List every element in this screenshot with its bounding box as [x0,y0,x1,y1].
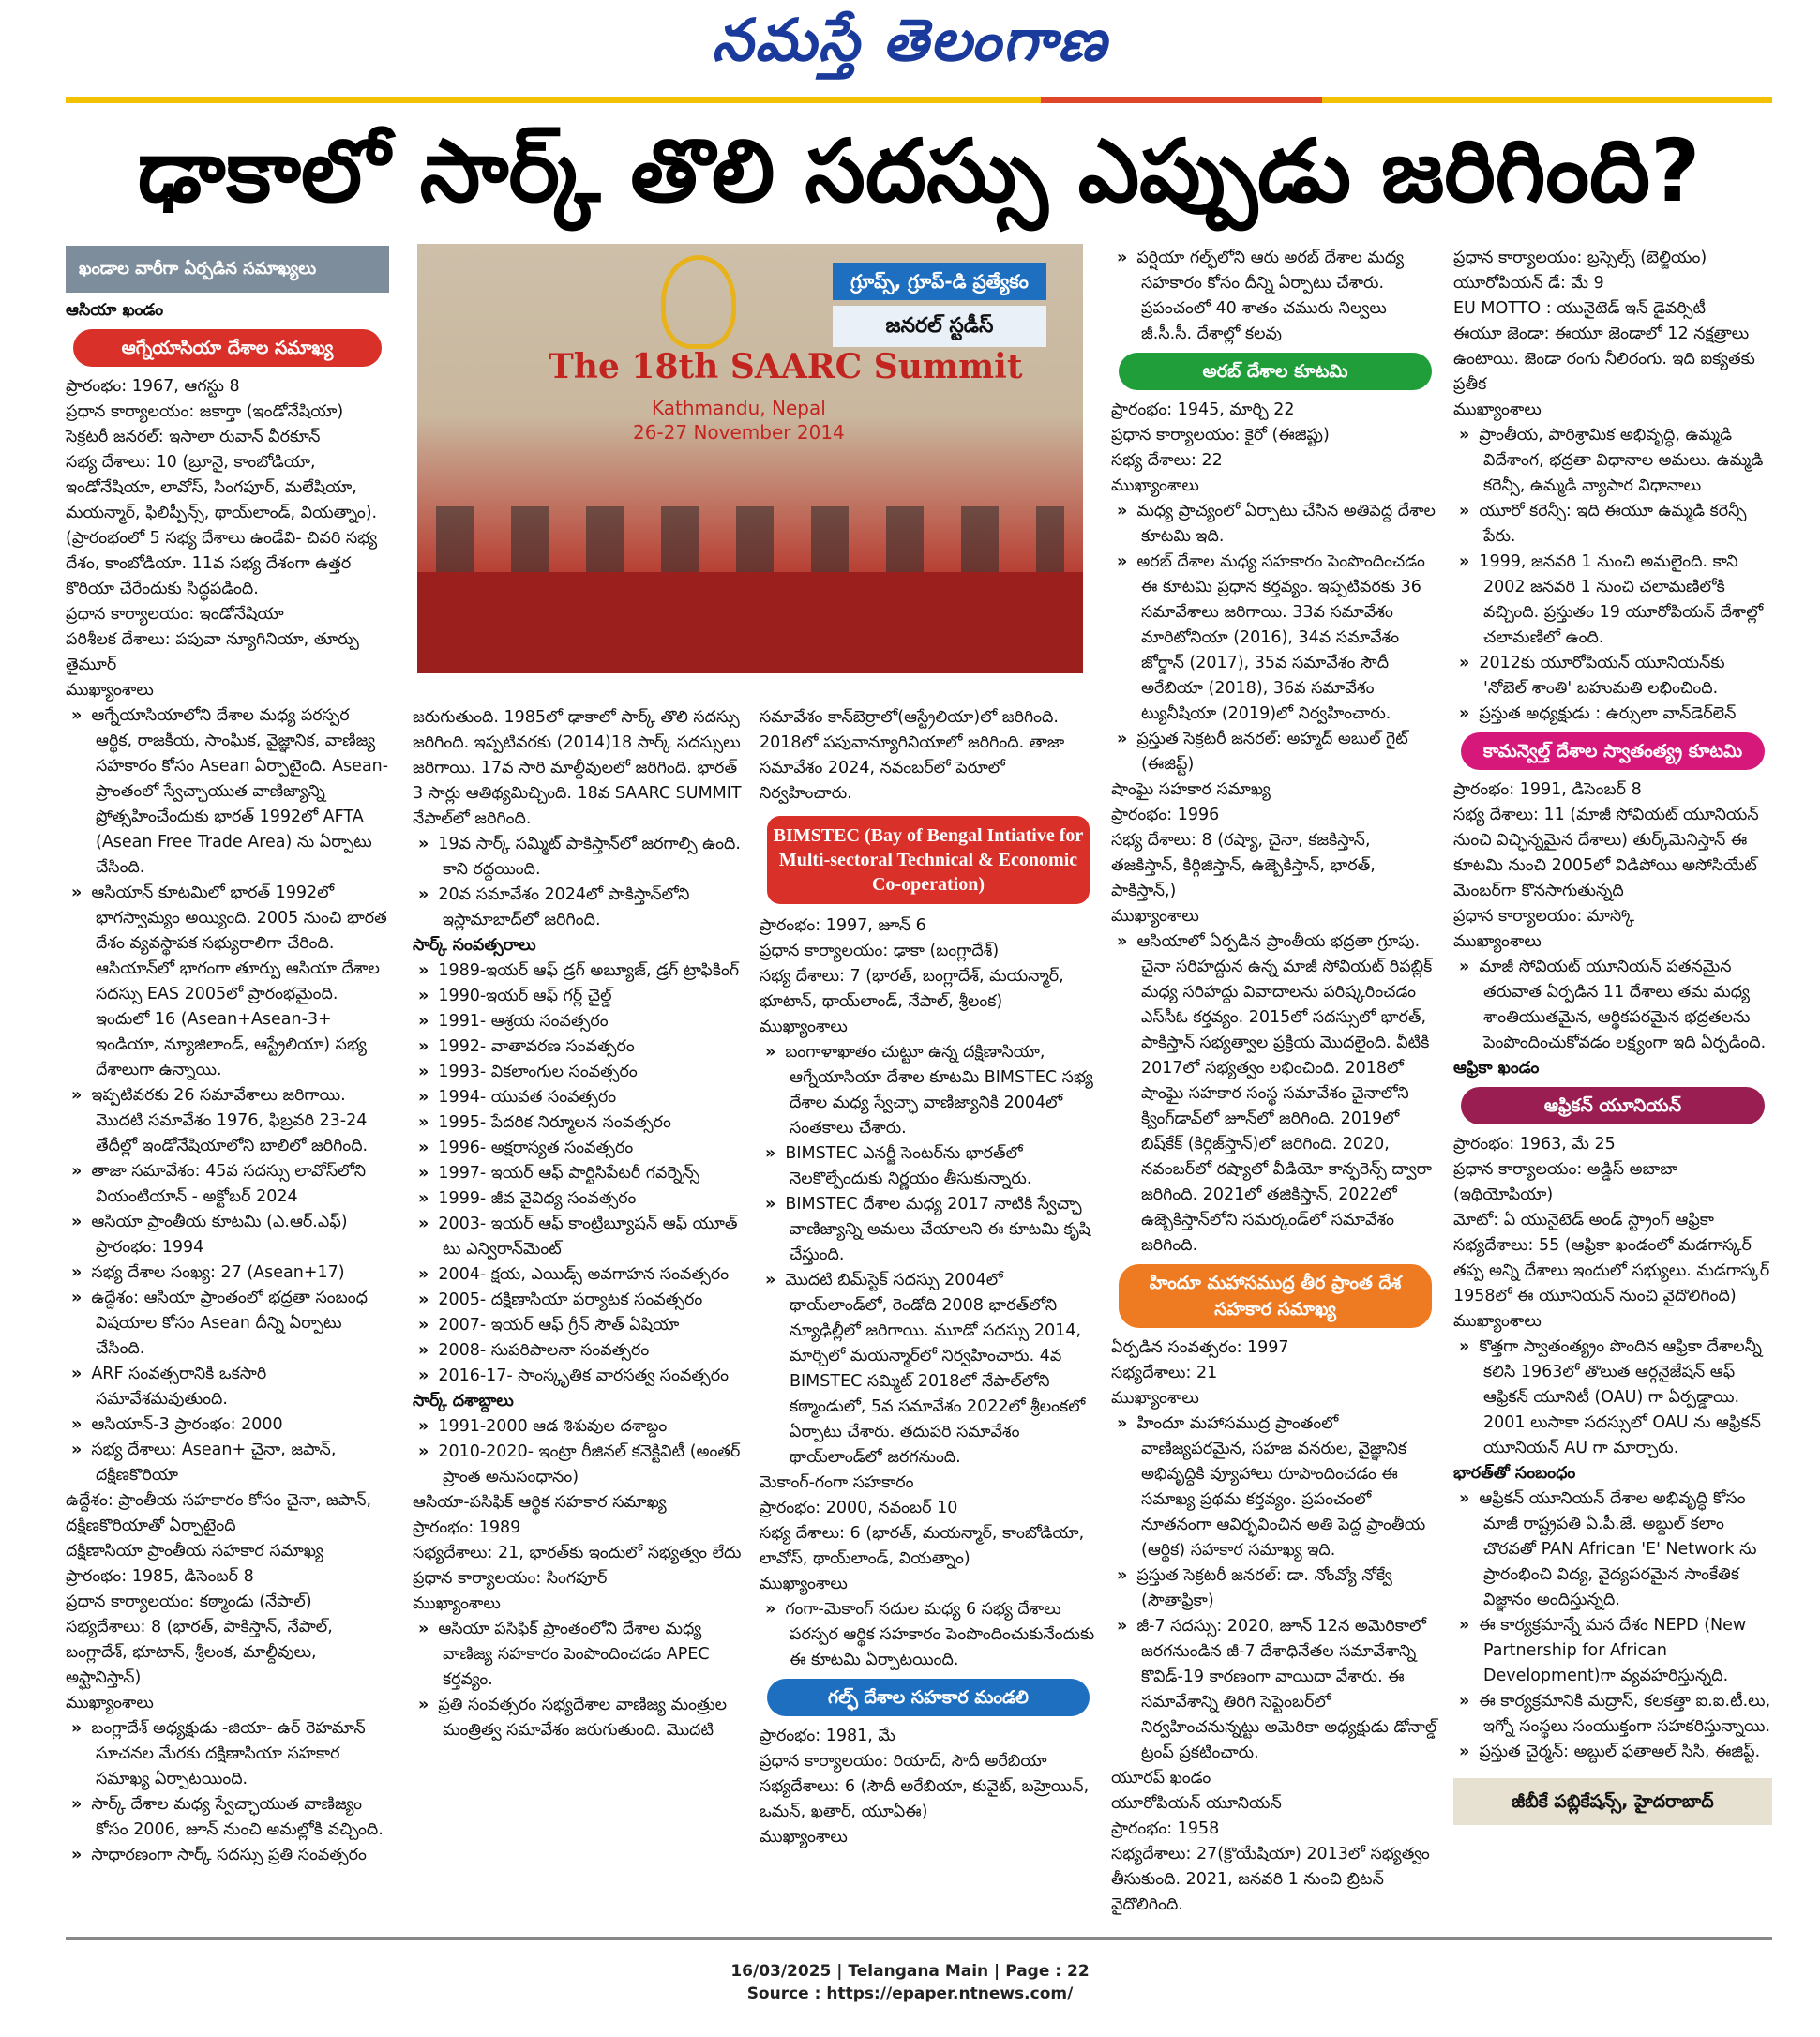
saarc-intro: జరుగుతుంది. 1985లో ఢాకాలో సార్క్‌ తొలి సదస్సు జరిగింది. ఇప్పటివరకు (2014)18 సార్క్‌ సదస్సులు జరిగాయి. 17వ సారి మాల్దీవులలో జరిగింది. భారత్‌ 3 సార్లు ఆతిథ్యమిచ్చింది. 18వ SAARC SUMMIT నేపాల్‌లో జరిగింది. [413,708,742,828]
info-line: ముఖ్యాంశాలు [1111,476,1199,495]
info-line: ముఖ్యాంశాలు [1111,1389,1199,1408]
bullet-item: » జీ-7 సదస్సు: 2020, జూన్‌ 12న అమెరికాలో జరగనుండిన జీ-7 దేశాధినేతల సమావేశాన్ని కొవిడ్‌-19 కారణంగా వాయిదా వేశారు. ఈ సమావేశాన్ని తిరిగి సెప్టెంబర్‌లో నిర్వహించనున్నట్టు అమెరికా అధ్యక్షుడు డోనాల్డ్‌ ట్రంప్‌ ప్రకటించారు. [1111,1614,1439,1766]
info-line: ఏర్పడిన సంవత్సరం: 1997 [1111,1338,1289,1357]
bullet-item: » 20వ సమావేశం 2024లో పాకిస్తాన్‌లోని ఇస్లామాబాద్‌లో జరిగింది. [413,883,750,933]
photo-place: Kathmandu, Nepal [651,397,826,419]
info-line: ప్రారంభం: 1981, మే [760,1727,895,1745]
info-line: EU MOTTO : యునైటెడ్‌ ఇన్‌ డైవర్సిటీ [1453,299,1706,318]
bullet-item: » కొత్తగా స్వాతంత్య్రం పొందిన ఆఫ్రికా దేశాలన్నీ కలిసి 1963లో తొలుత ఆర్గనైజేషన్‌ ఆఫ్‌ ఆఫ్రికన్‌ యూనిటీ (OAU) గా ఏర్పడ్డాయి. 2001 లుసాకా సదస్సులో OAU ను ఆఫ్రికన్‌ యూనియన్‌ AU గా మార్చారు. [1453,1335,1772,1461]
tag-general-studies: జనరల్‌ స్టడీస్‌ [833,306,1046,347]
masthead-title: నమస్తే తెలంగాణ [712,6,1108,74]
bullet-item: » సభ్య దేశాల సంఖ్య: 27 (Asean+17) [66,1260,389,1286]
bullet-item: » గంగా-మెకాంగ్‌ నదుల మధ్య 6 సభ్య దేశాలు పరస్పర ఆర్థిక సహకారం పెంపొందించుకునేందుకు ఈ కూటమి ఏర్పాటయింది. [760,1597,1097,1673]
info-line: ప్రారంభం: 1985, డిసెంబర్‌ 8 [66,1567,254,1586]
photo-caption [633,396,845,445]
info-line: ముఖ్యాంశాలు [1453,932,1542,951]
info-line: ప్రధాన కార్యాలయం: ఢాకా (బంగ్లాదేశ్‌) [760,942,1000,960]
info-line: సభ్య దేశాలు: 22 [1111,451,1223,470]
info-line: ప్రధాన కార్యాలయం: కైరో (ఈజిప్టు) [1111,426,1330,445]
info-line: సెక్రటరీ జనరల్‌: ఇసాలా రువాన్‌ వీరకూన్‌ [66,428,321,446]
bullet-item: » అరబ్‌ దేశాల మధ్య సహకారం పెంపొందించడం ఈ కూటమి ప్రధాన కర్తవ్యం. ఇప్పటివరకు 36 సమావేశాలు జరిగాయి. 33వ సమావేశం మారిటోనియా (2016), 34వ సమావేశం జోర్డాన్‌ (2017), 35వ సమావేశం సౌదీ అరేబియా (2018), 36వ సమావేశం ట్యునీషియా (2019)లో నిర్వహించారు. [1111,550,1439,727]
info-line: యూరోపియన్‌ డే: మే 9 [1453,274,1604,293]
info-line: యూరప్‌ ఖండం [1111,1769,1211,1788]
banner-arab: అరబ్‌ దేశాల కూటమి [1119,353,1432,390]
info-line: ప్రధాన కార్యాలయం: ఇండోనేషియా [66,605,284,624]
bullet-item: » ప్రస్తుత సెక్రటరీ జనరల్‌: అహ్మద్‌ అబుల్‌ గైట్‌ (ఈజిప్ట్‌) [1111,727,1439,777]
saarc-year-item: » 1994- యువత సంవత్సరం [413,1085,750,1110]
bullet-item: » బంగ్లాదేశ్‌ అధ్యక్షుడు -జియా- ఉర్‌ రెహమాన్‌ సూచనల మేరకు దక్షిణాసియా సహకార సమాఖ్య ఏర్పాటయింది. [66,1716,389,1792]
info-line: ప్రారంభం: 1996 [1111,806,1220,824]
info-line: సభ్య దేశాలు: 11 (మాజీ సోవియట్‌ యూనియన్‌ నుంచి విచ్ఛిన్నమైన దేశాలు) తుర్క్‌మెనిస్తాన్‌ ఈ కూటమి నుంచి 2005లో విడిపోయి అసోసియేట్‌ మెంబర్‌గా కొనసాగుతున్నది [1453,806,1759,900]
info-line: ఉద్దేశం: ప్రాంతీయ సహకారం కోసం చైనా, జపాన్‌, దక్షిణకొరియాతో ఏర్పాటైంది [66,1491,372,1535]
info-line: సభ్యదేశాలు: 8 (భారత్‌, పాకిస్తాన్‌, నేపాల్‌, బంగ్లాదేశ్‌, భూటాన్‌, శ్రీలంక, మాల్దీవులు, అఫ్ఘానిస్తాన్‌) [66,1618,333,1687]
info-line: ముఖ్యాంశాలు [760,1018,848,1036]
bullet-item: » ఆసియా ప్రాంతీయ కూటమి (ఎ.ఆర్‌.ఎఫ్‌) ప్రారంభం: 1994 [66,1210,389,1260]
info-line: ముఖ్యాంశాలు [760,1828,848,1847]
info-line: ముఖ్యాంశాలు [66,1694,154,1713]
bullet-item: » ఆగ్నేయాసియాలోని దేశాల మధ్య పరస్పర ఆర్థిక, రాజకీయ, సాంఘిక, వైజ్ఞానిక, వాణిజ్య సహకారం కోసం Asean ఏర్పాటైంది. Asean- ప్రాంతంలో స్వేచ్ఛాయుత వాణిజ్యాన్ని ప్రోత్సహించేందుకు భారత్‌ 1992లో AFTA (Asean Free Trade Area) ను ఏర్పాటు చేసింది. [66,703,389,881]
publisher-credit: జీబీకే పబ్లికేషన్స్‌, హైదరాబాద్‌ [1453,1778,1772,1825]
info-line: ప్రారంభం: 1958 [1111,1819,1220,1838]
info-line: ముఖ్యాంశాలు [413,1594,501,1613]
info-line: యూరోపియన్‌ యూనియన్‌ [1111,1794,1282,1813]
info-line: ప్రధాన కార్యాలయం: సింగపూర్‌ [413,1569,608,1588]
info-line: ముఖ్యాంశాలు [760,1575,848,1593]
india-relation-title: భారత్‌తో సంబంధం [1453,1464,1576,1483]
saarc-year-item: » 1999- జీవ వైవిధ్య సంవత్సరం [413,1186,750,1212]
column-2 [413,705,750,1743]
column-4 [1111,246,1439,1918]
info-line: ప్రారంభం: 1991, డిసెంబర్‌ 8 [1453,780,1642,799]
bullet-item: » సభ్య దేశాలు: Asean+ చైనా, జపాన్‌, దక్షిణకొరియా [66,1438,389,1488]
info-line: ప్రారంభం: 2000, నవంబర్‌ 10 [760,1499,958,1517]
banner-iora: హిందూ మహాసముద్ర తీర ప్రాంత దేశ సహకార సమాఖ్య [1119,1264,1432,1328]
info-line: సభ్యదేశాలు: 27(క్రొయేషియా) 2013లో సభ్యత్వం తీసుకుంది. 2021, జనవరి 1 నుంచి బ్రిటన్‌ వైదొలిగింది. [1111,1845,1430,1914]
bullet-item: » ఈ కార్యక్రమానికి మద్రాస్‌, కలకత్తా ఐ.ఐ.టీ.లు, ఇగ్నో సంస్థలు సంయుక్తంగా సహకరిస్తున్నాయి. [1453,1689,1772,1740]
info-line: సభ్యదేశాలు: 6 (సౌదీ అరేబియా, కువైట్‌, బహ్రెయిన్‌, ఒమన్‌, ఖతార్‌, యూఏఈ) [760,1777,1090,1821]
info-line: పరిశీలక దేశాలు: పపువా న్యూగినియా, తూర్పు తైమూర్‌ [66,630,359,674]
bottom-rule [66,1937,1772,1940]
bullet-item: » ప్రస్తుత అధ్యక్షుడు : ఉర్సులా వాన్‌డెర్‌లెన్‌ [1453,702,1772,727]
saarc-years-title: సార్క్‌ సంవత్సరాలు [413,936,536,955]
bullet-item: » ప్రస్తుత సెక్రటరీ జనరల్‌: డా. నోంవ్యో నోక్వే (సౌతాఫ్రికా) [1111,1563,1439,1614]
footer-date-page: 16/03/2025 | Telangana Main | Page : 22 [730,1962,1090,1981]
bullet-item: » 1999, జనవరి 1 నుంచి అమలైంది. కాని 2002 జనవరి 1 నుంచి చలామణిలోకి వచ్చింది. ప్రస్తుతం 19 యూరోపియన్‌ దేశాల్లో చలామణిలో ఉంది. [1453,550,1772,651]
info-line: మోటో: ఏ యునైటెడ్‌ అండ్‌ స్ట్రాంగ్‌ ఆఫ్రికా [1453,1211,1714,1230]
bullet-item: » బంగాళాఖాతం చుట్టూ ఉన్న దక్షిణాసియా, ఆగ్నేయాసియా దేశాల కూటమి BIMSTEC సభ్య దేశాల మధ్య స్వేచ్ఛా వాణిజ్యానికి 2004లో సంతకాలు చేశారు. [760,1040,1097,1141]
bullet-item: » ఇప్పటివరకు 26 సమావేశాలు జరిగాయి. మొదటి సమావేశం 1976, ఫిబ్రవరి 23-24 తేదీల్లో ఇండోనేషియాలోని బాలిలో జరిగింది. [66,1083,389,1159]
bullet-item: » ఆసియా పసిఫిక్‌ ప్రాంతంలోని దేశాల మధ్య వాణిజ్య సహకారం పెంపొందించడం APEC కర్తవ్యం. [413,1617,750,1693]
headline: ఢాకాలో సార్క్‌ తొలి సదస్సు ఎప్పుడు జరిగింది? [137,121,1701,221]
banner-au: ఆఫ్రికన్‌ యూనియన్‌ [1461,1087,1765,1124]
bullet-item: » ప్రస్తుత చైర్మన్‌: అబ్దుల్‌ ఫతాఅల్‌ సిసి, ఈజిప్ట్‌. [1453,1740,1772,1765]
bullet-item: » ఈ కార్యక్రమాన్నే మన దేశం NEPD (New Partnership for African Development)గా వ్యవహరిస్తున్నది. [1453,1613,1772,1689]
info-line: ప్రధాన కార్యాలయం: రియాద్‌, సౌదీ అరేబియా [760,1752,1047,1771]
bullet-item: » 19వ సార్క్‌ సమ్మిట్‌ పాకిస్తాన్‌లో జరగాల్సి ఉంది. కాని రద్దయింది. [413,832,750,883]
saarc-year-item: » 1990-ఇయర్‌ ఆఫ్‌ గర్ల్‌ చైల్డ్‌ [413,984,750,1009]
bullet-item: » ఆఫ్రికన్‌ యూనియన్‌ దేశాల అభివృద్ధి కోసం మాజీ రాష్ట్రపతి ఏ.పీ.జే. అబ్దుల్‌ కలాం చొరవతో PAN African 'E' Network ను ప్రారంభించి విద్య, వైద్యపరమైన సాంకేతిక విజ్ఞానం అందిస్తున్నది. [1453,1486,1772,1613]
bullet-item: » సార్క్‌ దేశాల మధ్య స్వేచ్ఛాయుత వాణిజ్యం కోసం 2006, జూన్‌ నుంచి అమల్లోకి వచ్చింది. [66,1792,389,1843]
saarc-year-item: » 2007- ఇయర్‌ ఆఫ్‌ గ్రీన్‌ సౌత్‌ ఏషియా [413,1313,750,1338]
saarc-year-item: » 1996- అక్షరాస్యత సంవత్సరం [413,1136,750,1161]
info-line: ఈయూ జెండా: ఈయూ జెండాలో 12 నక్షత్రాలు ఉంటాయి. జెండా రంగు నీలిరంగు. ఇది ఐక్యతకు ప్రతీక [1453,324,1755,394]
photo-date: 26-27 November 2014 [633,421,845,444]
saarc-decade-item: » 1991-2000 ఆడ శిశువుల దశాబ్దం [413,1414,750,1440]
bullet-item: » మాజీ సోవియట్‌ యూనియన్‌ పతనమైన తరువాత ఏర్పడిన 11 దేశాలు తమ మధ్య శాంతియుతమైన, ఆర్థికపరమైన భద్రతలను పెంపొందించుకోవడం లక్ష్యంగా ఇది ఏర్పడింది. [1453,955,1772,1056]
column-3 [760,705,1097,1850]
info-line: ముఖ్యాంశాలు [1111,907,1199,926]
tag-box [833,263,1046,347]
bullet-item: » సాధారణంగా సార్క్‌ సదస్సు ప్రతి సంవత్సరం [66,1843,389,1868]
banner-asean: ఆగ్నేయాసియా దేశాల సమాఖ్య [73,329,382,367]
info-line: ప్రధాన కార్యాలయం: మాస్కో [1453,907,1635,926]
bullet-item: » BIMSTEC దేశాల మధ్య 2017 నాటికి స్వేచ్ఛా వాణిజ్యాన్ని అమలు చేయాలని ఈ కూటమి కృషి చేస్తుంది. [760,1192,1097,1268]
banner-gulf: గల్ఫ్‌ దేశాల సహకార మండలి [767,1679,1090,1716]
saarc-year-item: » 2016-17- సాంస్కృతిక వారసత్వ సంవత్సరం [413,1364,750,1389]
saarc-year-item: » 1993- వికలాంగుల సంవత్సరం [413,1060,750,1085]
photo-title: The 18th SAARC Summit [549,347,1023,386]
saarc-logo [661,255,736,349]
bullet-item: » ఉద్దేశం: ఆసియా ప్రాంతంలో భద్రతా సంబంధ విషయాల కోసం Asean దీన్ని ఏర్పాటు చేసింది. [66,1286,389,1362]
info-line: సభ్యదేశాలు: 55 (ఆఫ్రికా ఖండంలో మడగాస్కర్‌ తప్ప అన్ని దేశాలు ఇందులో సభ్యులు. మడగాస్కర్‌ 1958లో ఈ యూనియన్‌ నుంచి వైదొలిగింది) [1453,1236,1770,1305]
info-line: ముఖ్యాంశాలు [1453,400,1542,419]
section-label: ఖండాల వారీగా ఏర్పడిన సమాఖ్యలు [66,246,389,293]
saarc-year-item: » 1989-ఇయర్‌ ఆఫ్‌ డ్రగ్‌ అబ్యూజ్‌, డ్రగ్‌ ట్రాఫికింగ్‌ [413,958,750,984]
bullet-item: » BIMSTEC ఎనర్జీ సెంటర్‌ను భారత్‌లో నెలకొల్పేందుకు నిర్ణయం తీసుకున్నారు. [760,1141,1097,1192]
africa-label: ఆఫ్రికా ఖండం [1453,1059,1540,1078]
bullet-item: » ఆసియాలో ఏర్పడిన ప్రాంతీయ భద్రతా గ్రూపు. చైనా సరిహద్దున ఉన్న మాజీ సోవియట్‌ రిపబ్లిక్‌ మధ్య సరిహద్దు వివాదాలను పరిష్కరించడం ఎస్‌సీఓ కర్తవ్యం. 2015లో సదస్సులో భారత్‌, పాకిస్తాన్‌ సభ్యత్వాల ప్రక్రియ మొదలైంది. వీటికి 2017లో సభ్యత్వం లభించింది. 2018లో షాంఘై సహకార సంస్థ సమావేశం చైనాలోని క్వింగ్‌డావ్‌లో జూన్‌లో జరిగింది. 2019లో బిష్‌కేక్‌ (కిర్గిజ్‌స్తాన్‌)లో జరిగింది. 2020, నవంబర్‌లో రష్యాలో వీడియో కాన్ఫరెన్స్‌ ద్వారా జరిగింది. 2021లో తజికిస్తాన్‌, 2022లో ఉజ్బెకిస్తాన్‌లోని సమర్కండ్‌లో సమావేశం జరిగింది. [1111,929,1439,1259]
column-5 [1453,246,1772,1825]
info-line: ప్రధాన కార్యాలయం: జకార్తా (ఇండోనేషియా) [66,402,344,421]
column-1 [66,246,389,1868]
info-line: ప్రధాన కార్యాలయం: అడ్డిస్‌ అబాబా (ఇథియోపియా) [1453,1160,1678,1204]
info-line: ప్రారంభం: 1963, మే 25 [1453,1135,1616,1154]
info-line: సభ్య దేశాలు: 6 (భారత్‌, మయన్మార్‌, కాంబోడియా, లావోస్‌, థాయ్‌లాండ్‌, వియత్నాం) [760,1524,1085,1568]
info-line: ప్రారంభం: 1945, మార్చి 22 [1111,400,1295,419]
saarc-year-item: » 1991- ఆశ్రయ సంవత్సరం [413,1009,750,1034]
bullet-item: » ప్రతి సంవత్సరం సభ్యదేశాల వాణిజ్య మంత్రుల మంత్రిత్వ సమావేశం జరుగుతుంది. మొదటి [413,1693,750,1743]
info-line: మెకాంగ్‌-గంగా సహకారం [760,1473,914,1492]
info-line: దక్షిణాసియా ప్రాంతీయ సహకార సమాఖ్య [66,1542,323,1561]
tag-groups: గ్రూప్స్‌, గ్రూప్‌-డి ప్రత్యేకం [833,263,1046,300]
info-line: ప్రారంభం: 1997, జూన్‌ 6 [760,916,926,935]
bullet-item: » మొదటి బిమ్‌స్టెక్‌ సదస్సు 2004లో థాయ్‌లాండ్‌లో, రెండోది 2008 భారత్‌లోని న్యూఢిల్లీలో జరిగాయి. మూడో సదస్సు 2014, మార్చిలో మయన్మార్‌లో నిర్వహించారు. 4వ BIMSTEC సమ్మిట్‌ 2018లో నేపాల్‌లోని కఠ్మాండులో, 5వ సమావేశం 2022లో శ్రీలంకలో ఏర్పాటు చేశారు. తదుపరి సమావేశం థాయ్‌లాండ్‌లో జరగనుంది. [760,1268,1097,1471]
saarc-year-item: » 2004- క్షయ, ఎయిడ్స్‌ అవగాహన సంవత్సరం [413,1262,750,1288]
info-line: షాంఘై సహకార సమాఖ్య [1111,780,1271,799]
info-line: సభ్యదేశాలు: 21 [1111,1364,1218,1382]
info-line: సభ్య దేశాలు: 8 (రష్యా, చైనా, కజకిస్తాన్‌, తజకిస్తాన్‌, కిర్గిజిస్తాన్‌, ఉజ్బెకిస్తాన్‌, భారత్‌, పాకిస్తాన్‌,) [1111,831,1376,900]
saarc-decades-title: సార్క్‌ దశాబ్దాలు [413,1392,514,1411]
info-line: ముఖ్యాంశాలు [66,681,154,700]
saarc-year-item: » 2008- సుపరిపాలనా సంవత్సరం [413,1338,750,1364]
banner-cis: కామన్వెల్త్‌ దేశాల స్వాతంత్య్ర కూటమి [1461,732,1765,770]
footer-source: Source : https://epaper.ntnews.com/ [746,1984,1074,2003]
masthead [0,0,1820,90]
bullet-item: » హిందూ మహాసముద్ర ప్రాంతంలో వాణిజ్యపరమైన, సహజ వనరుల, వైజ్ఞానిక అభివృద్ధికి వ్యూహాలు రూపొందించడం ఈ సమాఖ్య ప్రథమ కర్తవ్యం. ప్రపంచంలో నూతనంగా ఆవిర్భవించిన అతి పెద్ద ప్రాంతీయ (ఆర్థిక) సహకార సమాఖ్య ఇది. [1111,1411,1439,1563]
info-line: ప్రారంభం: 1989 [413,1518,521,1537]
bullet-item: » ప్రాంతీయ, పారిశ్రామిక అభివృద్ధి, ఉమ్మడి విదేశాంగ, భద్రతా విధానాల అమలు. ఉమ్మడి కరెన్సీ, ఉమ్మడి వ్యాపార విధానాలు [1453,423,1772,499]
info-line: సభ్య దేశాలు: 7 (భారత్‌, బంగ్లాదేశ్‌, మయన్మార్‌, భూటాన్‌, థాయ్‌లాండ్‌, నేపాల్‌, శ్రీలంక) [760,967,1064,1011]
saarc-year-item: » 1992- వాతావరణ సంవత్సరం [413,1034,750,1060]
top-rule [66,97,1772,103]
bullet-item: » ఆసియాన్‌-3 ప్రారంభం: 2000 [66,1412,389,1438]
info-line: ప్రారంభం: 1967, ఆగస్టు 8 [66,377,240,396]
bullet-item: » 2012కు యూరోపియన్‌ యూనియన్‌కు 'నోబెల్‌ శాంతి' బహుమతి లభించింది. [1453,651,1772,702]
info-line: ఆసియా-పసిఫిక్‌ ఆర్థిక సహకార సమాఖ్య [413,1493,667,1512]
saarc-year-item: » 2003- ఇయర్‌ ఆఫ్‌ కాంట్రిబ్యూషన్‌ ఆఫ్‌ యూత్‌ టు ఎన్విరాన్‌మెంట్‌ [413,1212,750,1262]
photo-table [417,572,1083,673]
top-rule-accent [1041,97,1322,103]
bullet-item: » యూరో కరెన్సీ: ఇది ఈయూ ఉమ్మడి కరెన్సీ పేరు. [1453,499,1772,550]
bullet-item: » ARF సంవత్సరానికి ఒకసారి సమావేశమవుతుంది. [66,1362,389,1412]
info-line: సభ్యదేశాలు: 21, భారత్‌కు ఇందులో సభ్యత్వం లేదు [413,1544,742,1562]
info-line: ప్రధాన కార్యాలయం: కఠ్మాండు (నేపాల్‌) [66,1592,312,1611]
info-line: సభ్య దేశాలు: 10 (బ్రూనై, కాంబోడియా, ఇండోనేషియా, లావోస్‌, సింగపూర్‌, మలేషియా, మయన్మార్‌, ఫిలిప్పీన్స్‌, థాయ్‌లాండ్‌, వియత్నాం). (ప్రారంభంలో 5 సభ్య దేశాలు ఉండేవి- చివరి సభ్య దేశం, కాంబోడియా. 11వ సభ్య దేశంగా ఉత్తర కొరియా చేరేందుకు సిద్ధపడింది. [66,453,378,598]
banner-bimstec: BIMSTEC (Bay of Bengal Intiative for Multi-sectoral Technical & Economic Co-operation) [767,816,1090,904]
bullet-item: » మధ్య ప్రాచ్యంలో ఏర్పాటు చేసిన అతిపెద్ద దేశాల కూటమి ఇది. [1111,499,1439,550]
saarc-year-item: » 1995- పేదరిక నిర్మూలన సంవత్సరం [413,1110,750,1136]
saarc-year-item: » 1997- ఇయర్‌ ఆఫ్‌ పార్టిసిపేటరీ గవర్నెన్స్‌ [413,1161,750,1186]
info-line: ప్రధాన కార్యాలయం: బ్రస్సెల్స్‌ (బెల్జియం) [1453,249,1707,267]
continent-label: ఆసియా ఖండం [66,301,164,320]
footer [0,1960,1820,2005]
apec-intro: సమావేశం కాన్‌బెర్రాలో(ఆస్ట్రేలియా)లో జరిగింది. 2018లో పపువాన్యూగినియాలో జరిగింది. తాజా సమావేశం 2024, నవంబర్‌లో పెరూలో నిర్వహించారు. [760,708,1065,803]
bullet-item: » తాజా సమావేశం: 45వ సదస్సు లావోస్‌లోని వియంటియాన్‌ - అక్టోబర్‌ 2024 [66,1159,389,1210]
bullet-item: » పర్షియా గల్ఫ్‌లోని ఆరు అరబ్‌ దేశాల మధ్య సహకారం కోసం దీన్ని ఏర్పాటు చేశారు. ప్రపంచంలో 40 శాతం చమురు నిల్వలు జీ.సీ.సీ. దేశాల్లో కలవు [1111,246,1439,347]
saarc-year-item: » 2005- దక్షిణాసియా పర్యాటక సంవత్సరం [413,1288,750,1313]
info-line: ముఖ్యాంశాలు [1453,1312,1542,1331]
saarc-decade-item: » 2010-2020- ఇంట్రా రీజినల్‌ కనెక్టివిటీ (అంతర్‌ ప్రాంత అనుసంధానం) [413,1440,750,1490]
bullet-item: » ఆసియాన్‌ కూటమిలో భారత్‌ 1992లో భాగస్వామ్యం అయ్యింది. 2005 నుంచి భారత దేశం వ్యవస్థాపక సభ్యురాలిగా చేరింది. ఆసియాన్‌లో భాగంగా తూర్పు ఆసియా దేశాల సదస్సు EAS 2005లో ప్రారంభమైంది. ఇందులో 16 (Asean+Asean-3+ ఇండియా, న్యూజిలాండ్‌, ఆస్ట్రేలియా) సభ్య దేశాలుగా ఉన్నాయి. [66,881,389,1083]
